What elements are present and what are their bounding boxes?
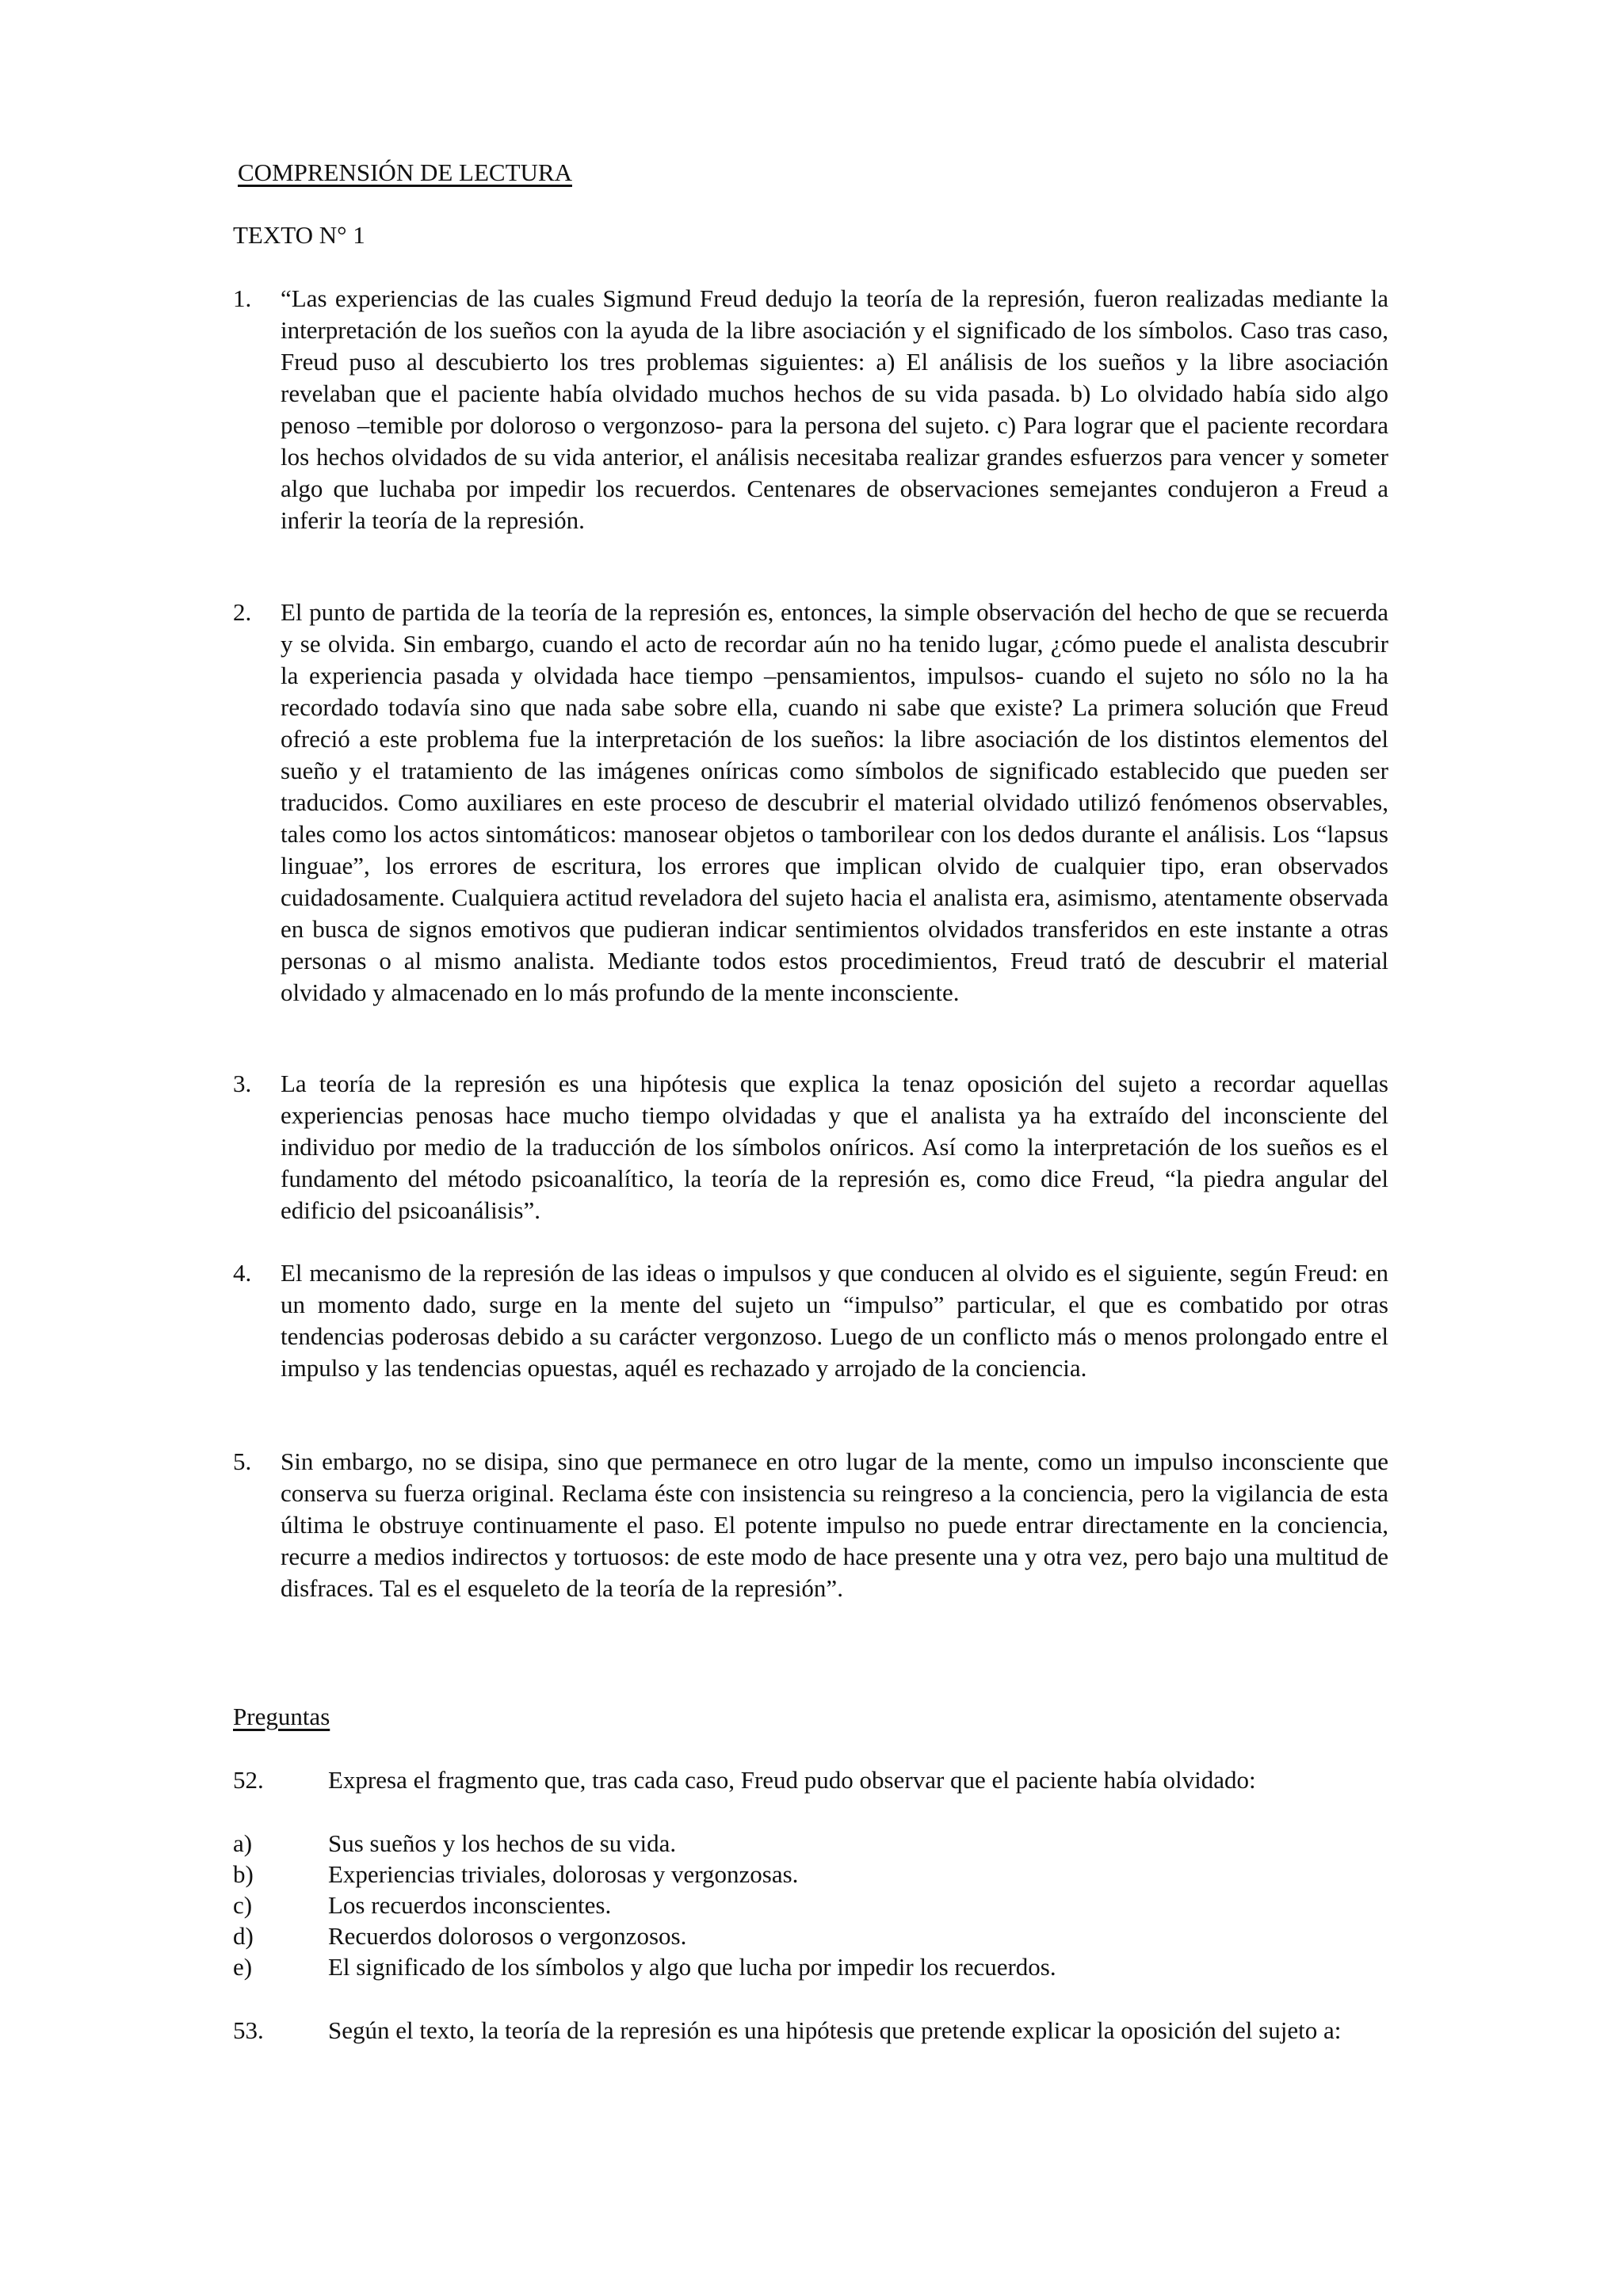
question-number: 52. bbox=[233, 1766, 264, 1794]
paragraph-text: La teoría de la represión es una hipótesis que explica la tenaz oposición del sujeto a recordar aquellas experiencias penosas hace mucho tiempo olvidadas y que el analista ya ha extraído del inconsciente del individuo por medio de la traducción de los símbolos oníricos. Así como la interpretación de los sueños es el fundamento del método psicoanalítico, la teoría de la represión es, como dice Freud, “la piedra angular del edificio del psicoanálisis”. bbox=[281, 1070, 1388, 1224]
question-text: Según el texto, la teoría de la represión es una hipótesis que pretende explicar la oposición del sujeto a: bbox=[328, 2016, 1342, 2044]
option-text: Recuerdos dolorosos o vergonzosos. bbox=[328, 1922, 687, 1950]
paragraph-number: 4. bbox=[233, 1259, 252, 1287]
text-number: TEXTO N° 1 bbox=[233, 221, 365, 249]
question-number: 53. bbox=[233, 2016, 264, 2044]
document-heading: COMPRENSIÓN DE LECTURA bbox=[238, 158, 572, 186]
questions-heading: Preguntas bbox=[233, 1703, 330, 1730]
paragraph-number: 3. bbox=[233, 1070, 252, 1097]
paragraph-text: Sin embargo, no se disipa, sino que permanece en otro lugar de la mente, como un impulso inconsciente que conserva su fuerza original. Reclama éste con insistencia su reingreso a la conciencia, pero la vigilancia de esta última le obstruye continuamente el paso. El potente impulso no puede entrar directamente en la conciencia, recurre a medios indirectos y tortuosos: de este modo de hace presente una y otra vez, pero bajo una multitud de disfraces. Tal es el esqueleto de la teoría de la represión”. bbox=[281, 1447, 1388, 1602]
paragraph-5 bbox=[233, 1446, 1388, 1604]
option-c bbox=[233, 1890, 1388, 1920]
paragraph-number: 1. bbox=[233, 284, 252, 312]
question-52 bbox=[233, 1764, 1388, 1796]
option-label: b) bbox=[233, 1860, 254, 1888]
paragraph-1 bbox=[233, 283, 1388, 536]
paragraph-number: 5. bbox=[233, 1447, 252, 1475]
answer-options bbox=[233, 1828, 1388, 1982]
paragraph-text: El punto de partida de la teoría de la represión es, entonces, la simple observación del hecho de que se recuerda y se olvida. Sin embargo, cuando el acto de recordar aún no ha tenido lugar, ¿cómo puede el analista descubrir la experiencia pasada y olvidada hace tiempo –pensamientos, impulsos- cuando el sujeto no sólo no la ha recordado todavía sino que nada sabe sobre ella, cuando ni sabe que existe? La primera solución que Freud ofreció a este problema fue la interpretación de los sueños: la libre asociación de los distintos elementos del sueño y el tratamiento de las imágenes oníricas como símbolos de significado establecido que pueden ser traducidos. Como auxiliares en este proceso de descubrir el material olvidado utilizó fenómenos observables, tales como los actos sintomáticos: manosear objetos o tamborilear con los dedos durante el análisis. Los “lapsus linguae”, los errores de escritura, los errores que implican olvido de cualquier tipo, eran observados cuidadosamente. Cualquiera actitud reveladora del sujeto hacia el analista era, asimismo, atentamente observada en busca de signos emotivos que pudieran indicar sentimientos olvidados transferidos en este instante a otras personas o al mismo analista. Mediante todos estos procedimientos, Freud trató de descubrir el material olvidado y almacenado en lo más profundo de la mente inconsciente. bbox=[281, 598, 1388, 1006]
question-text: Expresa el fragmento que, tras cada caso, Freud pudo observar que el paciente había olvidado: bbox=[328, 1766, 1256, 1794]
paragraph-2 bbox=[233, 597, 1388, 1009]
option-label: a) bbox=[233, 1829, 253, 1857]
paragraph-4 bbox=[233, 1257, 1388, 1384]
option-text: Experiencias triviales, dolorosas y vergonzosas. bbox=[328, 1860, 799, 1888]
paragraph-text: “Las experiencias de las cuales Sigmund Freud dedujo la teoría de la represión, fueron realizadas mediante la interpretación de los sueños con la ayuda de la libre asociación y el significado de los símbolos. Caso tras caso, Freud puso al descubierto los tres problemas siguientes: a) El análisis de los sueños y la libre asociación revelaban que el paciente había olvidado muchos hechos de su vida pasada. b) Lo olvidado había sido algo penoso –temible por doloroso o vergonzoso- para la persona del sujeto. c) Para lograr que el paciente recordara los hechos olvidados de su vida anterior, el análisis necesitaba realizar grandes esfuerzos para vencer y someter algo que luchaba por impedir los recuerdos. Centenares de observaciones semejantes condujeron a Freud a inferir la teoría de la represión. bbox=[281, 284, 1388, 534]
option-d bbox=[233, 1920, 1388, 1951]
option-b bbox=[233, 1859, 1388, 1890]
option-a bbox=[233, 1828, 1388, 1859]
paragraph-3 bbox=[233, 1068, 1388, 1226]
option-label: d) bbox=[233, 1922, 254, 1950]
option-text: El significado de los símbolos y algo que lucha por impedir los recuerdos. bbox=[328, 1953, 1056, 1981]
option-e bbox=[233, 1951, 1388, 1982]
paragraph-number: 2. bbox=[233, 598, 252, 626]
option-label: e) bbox=[233, 1953, 253, 1981]
option-text: Sus sueños y los hechos de su vida. bbox=[328, 1829, 677, 1857]
option-text: Los recuerdos inconscientes. bbox=[328, 1891, 612, 1919]
question-53 bbox=[233, 2015, 1388, 2046]
option-label: c) bbox=[233, 1891, 253, 1919]
paragraph-text: El mecanismo de la represión de las ideas o impulsos y que conducen al olvido es el siguiente, según Freud: en un momento dado, surge en la mente del sujeto un “impulso” particular, el que es combatido por otras tendencias poderosas debido a su carácter vergonzoso. Luego de un conflicto más o menos prolongado entre el impulso y las tendencias opuestas, aquél es rechazado y arrojado de la conciencia. bbox=[281, 1259, 1388, 1382]
